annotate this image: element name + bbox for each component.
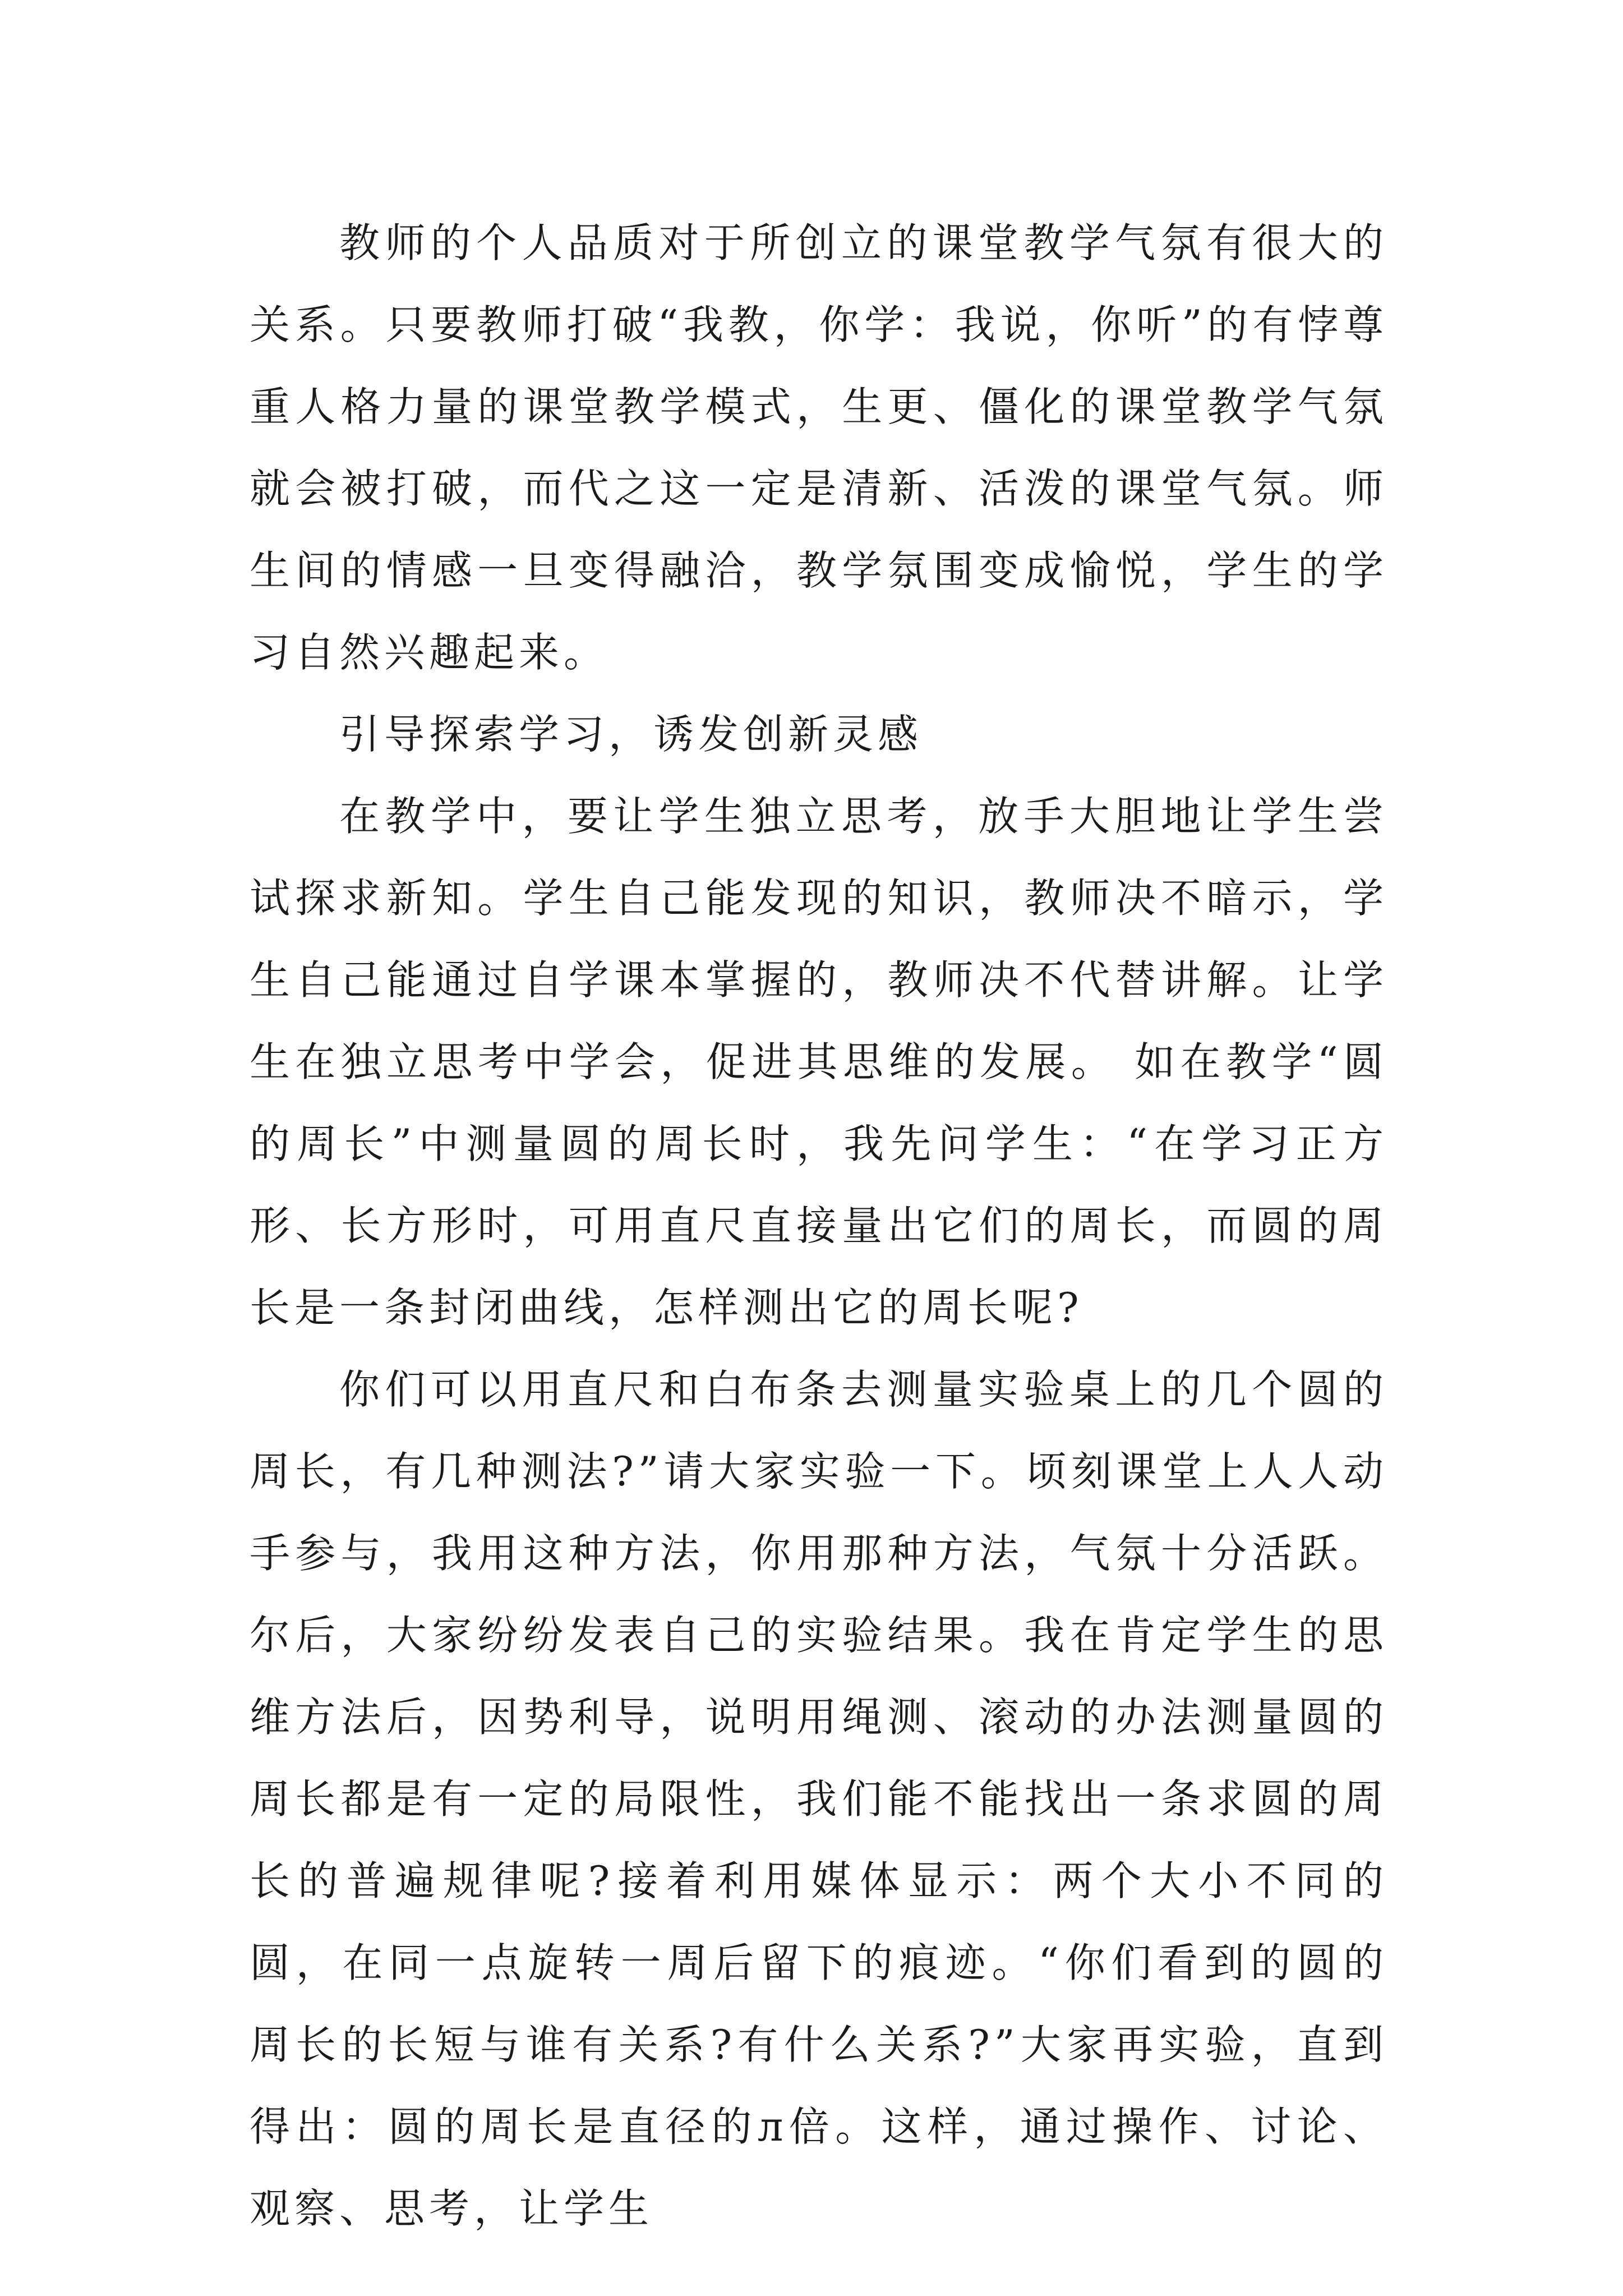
paragraph-independent-thinking: 在教学中，要让学生独立思考，放手大胆地让学生尝试探求新知。学生自己能发现的知识，教师决不暗示，学生自己能通过自学课本掌握的，教师决不代替讲解。让学生在独立思考中学会，促进其思维的发展。 如在教学“圆的周长”中测量圆的周长时，我先问学生：“在学习正方形、长方形时，可用直尺直接量出它们的周长，而圆的周长是一条封闭曲线，怎样测出它的周长呢? [250,793,1388,1331]
paragraph-circle-experiment: 你们可以用直尺和白布条去测量实验桌上的几个圆的周长，有几种测法?”请大家实验一下。顷刻课堂上人人动手参与，我用这种方法，你用那种方法，气氛十分活跃。尔后，大家纷纷发表自己的实验结果。我在肯定学生的思维方法后，因势利导，说明用绳测、滚动的办法测量圆的周长都是有一定的局限性，我们能不能找出一条求圆的周长的普遍规律呢?接着利用媒体显示：两个大小不同的圆，在同一点旋转一周后留下的痕迹。“你们看到的圆的周长的长短与谁有关系?有什么关系?”大家再实验，直到得出：圆的周长是直径的л倍。这样，通过操作、讨论、观察、思考，让学生 [250,1366,1388,2232]
body-text [250,202,1388,2249]
section-heading: 引导探索学习，诱发创新灵感 [339,711,923,758]
paragraph-teacher-quality: 教师的个人品质对于所创立的课堂教学气氛有很大的关系。只要教师打破“我教，你学：我说，你听”的有悖尊重人格力量的课堂教学模式，生更、僵化的课堂教学气氛就会被打破，而代之这一定是清新、活泼的课堂气氛。师生间的情感一旦变得融洽，教学氛围变成愉悦，学生的学习自然兴趣起来。 [250,219,1388,676]
